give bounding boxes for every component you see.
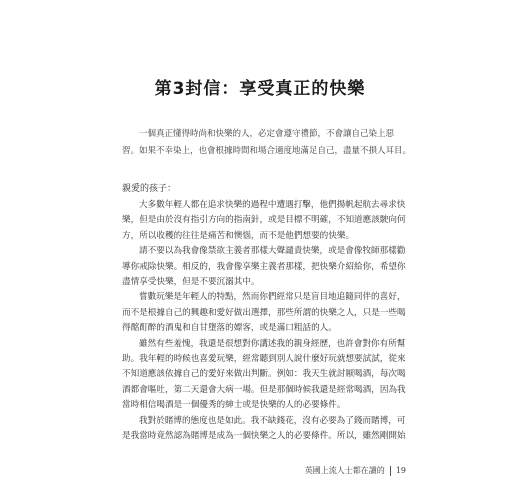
chapter-title: 第3封信：享受真正的快樂 bbox=[154, 79, 366, 99]
text-line: 大多數年輕人都在追求快樂的過程中遭遇打擊，他們揚帆起航去尋求快 bbox=[139, 200, 406, 210]
footer-divider bbox=[390, 466, 391, 476]
page-number: 19 bbox=[395, 466, 406, 475]
text-line: 樂，但是由於沒有指引方向的指南針，或是目標不明確，不知道應該駛向何 bbox=[122, 215, 406, 226]
text-line: 而不是根據自己的興趣和愛好做出選擇，那些所謂的快樂之人，只是一些喝 bbox=[122, 307, 406, 318]
text-line: 助。我年輕的時候也喜愛玩樂，經常聽到別人說什麼好玩就想要試試，從來 bbox=[122, 354, 406, 365]
text-line: 盡情享受快樂，但是不要沉溺其中。 bbox=[122, 277, 260, 288]
page-footer bbox=[305, 465, 406, 476]
epigraph-line: 習。如果不幸染上，也會根據時間和場合適度地滿足自己，盡量不損人耳目。 bbox=[122, 146, 412, 156]
text-line: 嘗數玩樂是年輕人的特點，然而你們經常只是盲目地追隨同伴的喜好， bbox=[139, 292, 406, 303]
text-line: 雖然有些羞愧，我還是很想對你講述我的親身經歷，也許會對你有所幫 bbox=[139, 338, 406, 349]
text-line: 請不要以為我會像禁欲主義者那樣大聲譴責快樂，或是會像牧師那樣勸 bbox=[139, 246, 406, 257]
epigraph bbox=[122, 126, 422, 160]
paragraph bbox=[122, 244, 422, 290]
running-head: 英國上流人士都在讀的 bbox=[304, 466, 385, 475]
salutation: 親愛的孩子： bbox=[122, 184, 177, 194]
paragraph bbox=[122, 414, 422, 445]
text-line: 當時相信喝酒是一個優秀的紳士或是快樂的人的必要條件。 bbox=[122, 400, 346, 411]
body-text bbox=[122, 198, 422, 445]
paragraph bbox=[122, 290, 422, 336]
text-line: 不知道應該依據自己的愛好來做出判斷。例如：我天生就討厭喝酒，每次喝 bbox=[122, 369, 406, 380]
text-line: 我對於賭博的態度也是如此。我不缺錢花，沒有必要為了錢而賭博，可 bbox=[139, 415, 406, 426]
text-line: 方，所以收穫的往往是痛苦和懊惱，而不是他們想要的快樂。 bbox=[122, 230, 355, 241]
text-line: 得酩酊醉的酒鬼和自甘墮落的嫖客，或是滿口粗話的人。 bbox=[122, 323, 337, 334]
text-line: 是我當時竟然認為賭博是成為一個快樂之人的必要條件。所以，雖然剛開始 bbox=[122, 431, 406, 442]
epigraph-line: 一個真正懂得時尚和快樂的人，必定會遵守禮節，不會讓自己染上惡 bbox=[139, 129, 395, 139]
paragraph bbox=[122, 198, 422, 244]
paragraph bbox=[122, 337, 422, 414]
text-line: 導你戒除快樂。相反的，我會像享樂主義者那樣，把快樂介紹給你，希望你 bbox=[122, 261, 406, 272]
text-line: 酒都會嘔吐，第二天還會大病一場。但是那個時候我還是經常喝酒，因為我 bbox=[122, 384, 406, 395]
